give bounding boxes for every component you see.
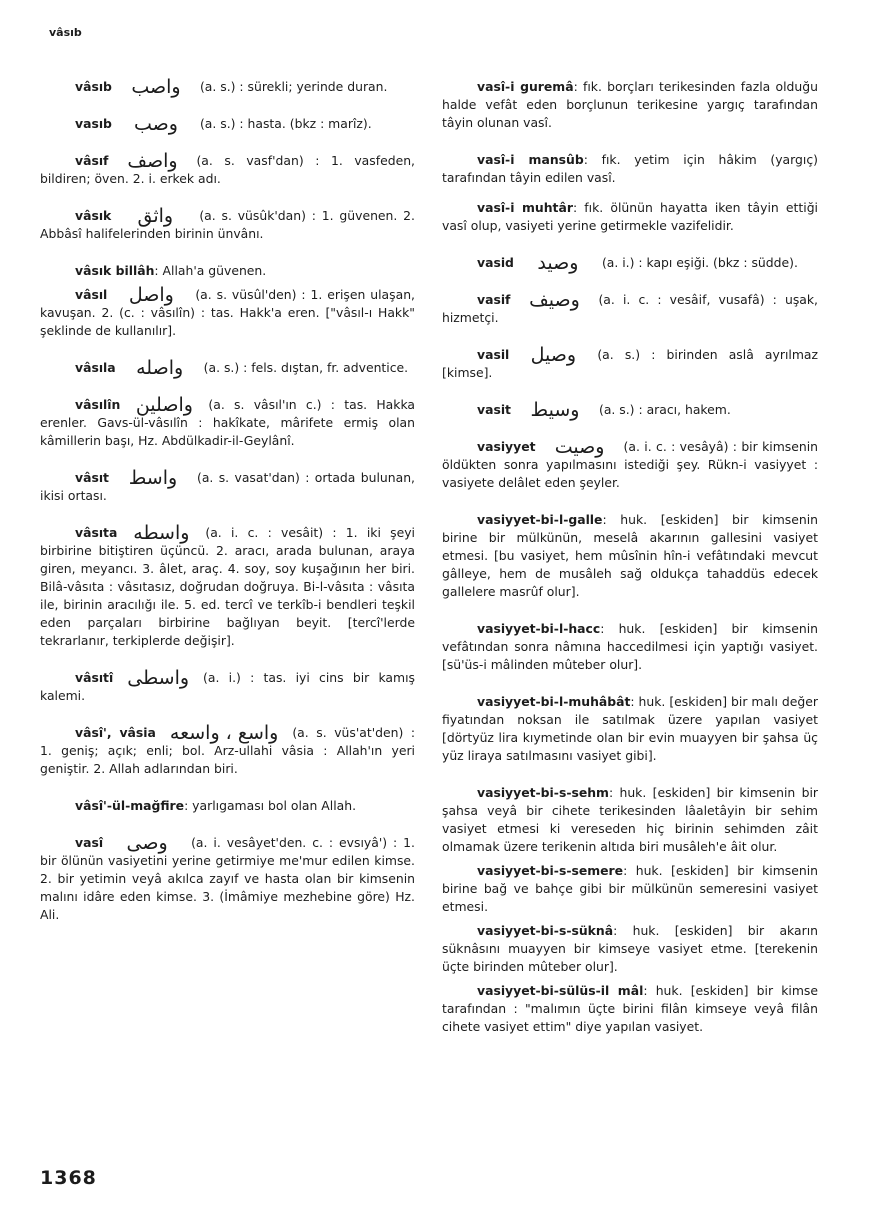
dictionary-entry [442,291,818,327]
entry-definition: (a. s. vüs'at'den) : 1. geniş; açık; enli; bol. Arz-ullahi vâsia : Allah'ın yeri geniştir. 2. Allah adlarından biri. [40,725,415,776]
entry-definition: : huk. [eskiden] bir kimse tarafından : "malımın üçte birini filân kimseye veyâ filân cihete vasiyet ettim" diye yapılan vasiyet. [442,983,819,1034]
dictionary-entry [40,524,415,650]
entry-headword: vasî-i guremâ [477,79,574,94]
dictionary-entry [40,724,415,778]
dictionary-entry [40,262,415,280]
page-number: 1368 [40,1167,97,1189]
entry-definition: (a. i. c. : vesâyâ) : bir kimsenin öldükten sonra yapılmasını istediği şey. Rükn-i vasiyyet : vasiyete delâlet eden şeyler. [442,439,818,490]
entry-definition: (a. s. vasat'dan) : ortada bulunan, ikisi ortası. [40,470,415,503]
entry-definition: (a. i. vesâyet'den. c. : evsıyâ') : 1. bir ölünün vasiyetini yerine getirmiye me'mur edilen kimse. 2. bir yetimin veyâ akılca zayıf ve hasta olan bir kimsenin malını idâre eden kimse. 3. (İmâmiye mezhebine göre) Hz. Ali. [40,835,415,922]
entry-definition: (a. s. vasf'dan) : 1. vasfeden, bildiren; öven. 2. i. erkek adı. [40,153,415,186]
entry-headword: vâsılîn [75,397,121,412]
dictionary-entry [442,511,818,601]
entry-arabic: وصيت [554,436,605,458]
entry-headword: vasiyyet-bi-s-semere [477,863,624,878]
dictionary-entry [442,620,818,674]
entry-definition: : huk. [eskiden] bir kimsenin birine bir mülkünün, meselâ akarının gallesini vasiyet etmesi. [bu vasiyet, hem mûsînin hîn-i vefâtındaki mevcut gâlleye, hem de musâleh sağ oldukça tahaddüs edecek gallelere masrûf olur]. [442,512,818,599]
entry-definition: : huk. [eskiden] bir kimsenin bir şahsa veyâ bir cihete terikesinden lâaletâyin bir sehim vasiyet etmesi ki vereseden hiç birinin sehimden zâit olmamak üzere terikenin altıda biri musâleh'e âit olur. [442,785,818,854]
dictionary-entry [442,151,818,187]
entry-definition: (a. i.) : kapı eşiği. (bkz : südde). [601,255,798,270]
entry-headword: vâsıl [75,287,108,302]
entry-headword: vasiyyet-bi-s-süknâ [477,923,614,938]
entry-definition: : huk. [eskiden] bir malı değer fiyatından noksan ile satılmak üzere yapılan vasiyet [dörtyüz lira kıymetinde olan bir evin muayyen bir şahsa üç yüz liraya satılmasını vasiyet gibi]. [442,694,818,763]
dictionary-entry [442,922,818,976]
entry-headword: vasî [75,835,104,850]
entry-headword: vâsıt [75,470,109,485]
entry-definition: (a. i.) : tas. iyi cins bir kamış kalemi. [40,670,415,703]
entry-definition: (a. s.) : sürekli; yerinde duran. [199,79,388,94]
entry-headword: vâsıta [75,525,118,540]
entry-definition: (a. s.) : birinden aslâ ayrılmaz [kimse]. [442,347,818,380]
entry-arabic: وسيط [530,399,580,421]
left-column [40,78,415,943]
dictionary-entry [40,797,415,815]
entry-arabic: واصف [127,150,178,172]
entry-definition: (a. s. vüsûl'den) : 1. erişen ulaşan, kavuşan. 2. (c. : vâsılîn) : tas. Hakk'a eren. ["vâsıl-ı Hakk" şeklinde de kullanılır]. [40,287,415,338]
entry-arabic: واصل [128,284,174,306]
entry-headword: vasiyyet [477,439,536,454]
dictionary-entry [40,834,415,924]
dictionary-entry [40,469,415,505]
entry-arabic: وصيف [529,289,580,311]
dictionary-entry [442,346,818,382]
entry-headword: vasıb [75,116,112,131]
dictionary-entry [442,982,818,1036]
entry-definition: (a. s.) : aracı, hakem. [598,402,731,417]
dictionary-entry [40,78,415,96]
entry-arabic: واصلين [135,394,193,416]
entry-definition: : fık. ölünün hayatta iken tâyin ettiği vasî olup, vasiyeti yerine getirmekle vazifelidir. [442,200,818,233]
entry-definition: : yarlıgaması bol olan Allah. [184,798,357,813]
entry-headword: vâsıla [75,360,116,375]
dictionary-entry [40,286,415,340]
dictionary-entry [40,207,415,243]
entry-headword: vasiyyet-bi-l-galle [477,512,603,527]
entry-headword: vasiyyet-bi-l-hacc [477,621,601,636]
entry-definition: (a. s. vâsıl'ın c.) : tas. Hakka erenler. Gavs-ül-vâsılîn : hakîkate, mârifete ermiş olan kâmillerin başı, Hz. Abdülkadir-il-Geylânî. [40,397,415,448]
entry-definition: (a. s. vüsûk'dan) : 1. güvenen. 2. Abbâsî halifelerinden birinin ünvânı. [40,208,415,241]
dictionary-entry [442,254,818,272]
entry-definition: (a. i. c. : vesâit) : 1. iki şeyi birbirine bitiştiren üçüncü. 2. aracı, arada bulunan, araya giren, meyancı. 3. âlet, araç. 4. soy, soy kuşağının her biri. Bilâ-vâsıta : vâsıtasız, doğrudan doğruya. Bi-l-vâsıta : vâsıta ile, birinin aracılığı ile. 5. ed. tercî ve terkîb-i bendleri teşkil eden parçaları birbirine bağlıyan beyit. [tercî'lerde tekrarlanır, terkiplerde değişir]. [40,525,415,648]
entry-headword: vasif [477,292,511,307]
entry-arabic: واصب [131,76,181,98]
entry-headword: vâsî'-ül-mağfire [75,798,185,813]
entry-headword: vasî-i muhtâr [477,200,573,215]
entry-headword: vâsık billâh [75,263,155,278]
entry-headword: vâsıf [75,153,109,168]
dictionary-entry [40,396,415,450]
entry-arabic: واسط [128,467,178,489]
entry-arabic: واسع ، واسعه [169,722,279,744]
entry-headword: vasiyyet-bi-s-sehm [477,785,609,800]
entry-headword: vâsıb [75,79,112,94]
dictionary-entry [442,862,818,916]
entry-arabic: وصب [133,113,178,135]
entry-arabic: واصله [136,357,184,379]
entry-headword: vâsıtî [75,670,114,685]
entry-headword: vasil [477,347,510,362]
entry-arabic: واسطى [127,667,190,689]
entry-headword: vasid [477,255,514,270]
entry-definition: : huk. [eskiden] bir kimsenin vefâtından sonra nâmına haccedilmesi için yaptığı vasiyet. [sü'üs-i mâlinden mûteber olur]. [442,621,818,672]
entry-arabic: وصيل [530,344,577,366]
entry-headword: vasit [477,402,511,417]
dictionary-entry [40,359,415,377]
entry-definition: : huk. [eskiden] bir kimsenin birine bağ ve bahçe gibi bir mülkünün semeresini vasiyet etmesi. [442,863,818,914]
dictionary-entry [40,669,415,705]
entry-definition: (a. i. c. : vesâif, vusafâ) : uşak, hizmetçi. [442,292,818,325]
entry-definition: : fık. borçları terikesinden fazla olduğu halde vefât eden borçlunun terikesine yargıç tarafından tâyin olunan vasî. [442,79,818,130]
entry-arabic: وصى [126,832,168,854]
entry-headword: vasiyyet-bi-sülüs-il mâl [477,983,644,998]
entry-arabic: واسطه [133,522,190,544]
dictionary-entry [442,438,818,492]
dictionary-entry [442,401,818,419]
entry-headword: vâsık [75,208,112,223]
entry-definition: : fık. yetim için hâkim (yargıç) tarafından tâyin edilen vasî. [442,152,818,185]
entry-headword: vâsî', vâsia [75,725,156,740]
entry-arabic: وصيد [537,252,579,274]
dictionary-entry [40,115,415,133]
entry-headword: vasî-i mansûb [477,152,584,167]
entry-definition: (a. s.) : hasta. (bkz : marîz). [199,116,372,131]
entry-definition: : huk. [eskiden] bir akarın süknâsını muayyen bir kimseye vasiyet etme. [terekenin üçte birinden mûteber olur]. [442,923,818,974]
dictionary-entry [442,784,818,856]
dictionary-entry [442,199,818,235]
right-column [442,78,818,1042]
entry-definition: : Allah'a güvenen. [154,263,267,278]
dictionary-entry [40,152,415,188]
entry-arabic: واثق [137,205,174,227]
entry-headword: vasiyyet-bi-l-muhâbât [477,694,631,709]
entry-definition: (a. s.) : fels. dıştan, fr. adventice. [203,360,409,375]
dictionary-entry [442,78,818,132]
page-header-headword: vâsıb [49,26,82,39]
dictionary-entry [442,693,818,765]
